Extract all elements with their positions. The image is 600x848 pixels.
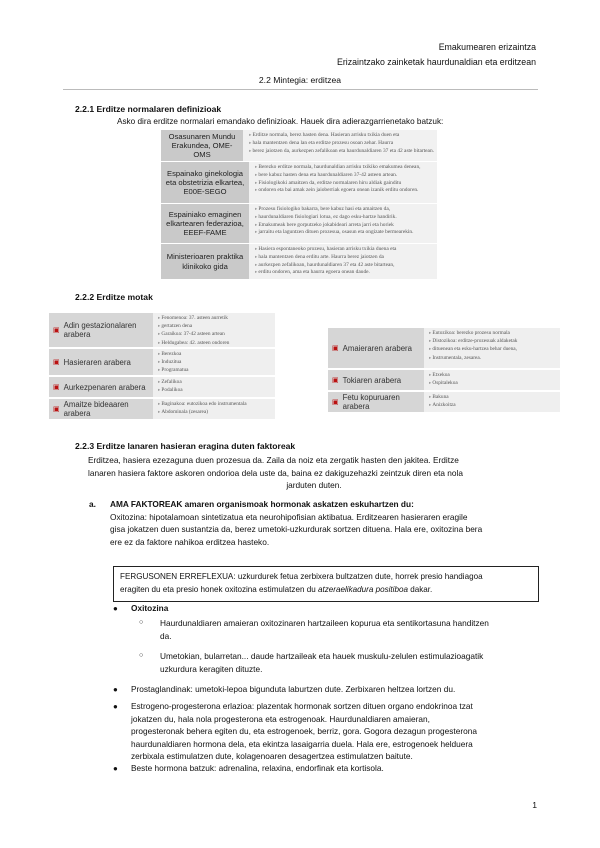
ferguson-reflex-box xyxy=(113,566,539,602)
type-item: ▸ Anizkoitza xyxy=(429,401,557,409)
type-label: Hasieraren arabera xyxy=(63,357,131,367)
type-label: Aurkezpenaren arabera xyxy=(63,382,146,392)
text-line xyxy=(120,584,532,597)
definition-row xyxy=(161,162,437,204)
type-row xyxy=(49,399,275,419)
page-number: 1 xyxy=(532,800,537,810)
text-line: Beste hormona batzuk: adrenalina, relaxina, endorfinak eta kortisola. xyxy=(131,763,384,773)
type-item: ▸ Etxekoa xyxy=(429,371,557,379)
mother-factors xyxy=(110,498,540,548)
folder-icon: ▣ xyxy=(332,345,339,352)
type-label: Amaieraren arabera xyxy=(342,343,412,353)
type-item: ▸ Garaikoa: 37-42 asteen artean xyxy=(158,330,272,338)
type-label: Fetu kopuruaren arabera xyxy=(342,393,400,411)
text-line: jokatzen du, hala nola progesterona eta estrogenoak. Haurdunaldiaren amaieran, xyxy=(131,713,430,724)
text-line: Oxitozina: hipotalamoan sintetizatua eta neurohipofisian aktibatua. Erditzearen hasieraren eragile xyxy=(110,511,468,522)
type-row xyxy=(328,370,560,390)
bullet-icon: ● xyxy=(113,702,118,711)
paragraph-intro xyxy=(88,454,540,492)
text-line: Estrogeno-progesterona erlazioa: plazentak hormonak sortzen dituen organo endokrinoa tzat xyxy=(131,701,473,711)
bullet-icon: ● xyxy=(113,685,118,694)
text-line: Prostaglandinak: umetoki-lepoa bigunduta laburtzen dute. Zerbixaren heltzea lortzen du. xyxy=(131,684,456,694)
folder-icon: ▣ xyxy=(53,384,60,391)
type-item: ▸ Eutozikoa: berezko prozesu normala xyxy=(429,329,557,337)
folder-icon: ▣ xyxy=(53,406,60,413)
bullet-icon: ● xyxy=(113,604,118,613)
type-item: ▸ Programatua xyxy=(158,366,272,374)
type-item: ▸ Baginakoa: eutozikoa edo instrumentala xyxy=(158,400,272,408)
type-item: ▸ Distozikoa: erditze-prozesuak aldaketak xyxy=(429,337,557,345)
type-item: ▸ Fenomenoa: 37. asteen aurretik xyxy=(158,314,272,322)
text-line: uzkurdura keragiten dituzte. xyxy=(160,663,263,674)
definition-line: ▸ hala mantentzen dena erditu arte. Haurra berez jaiotzen da xyxy=(255,254,434,262)
text-line: FERGUSONEN ERREFLEXUA: uzkurdurek fetua zerbixera bultzatzen dute, horrek presio handiagoa xyxy=(120,572,483,581)
definition-line: ▸ Fisiologikoki amaitzen da, erditze normalaren hiru aldiak gainditu xyxy=(255,180,434,188)
type-label: Amaitze bideaaren arabera xyxy=(63,400,129,418)
type-item: ▸ Podalikoa xyxy=(158,386,272,394)
sub-bullet-icon: ○ xyxy=(139,619,144,626)
sub-bullet xyxy=(160,650,540,675)
type-item: ▸ Ospitalekoa xyxy=(429,379,557,387)
text-line: haurdunaldiaren hormona dela, eta ekintza lasaigarria duela. Hala ere, estrogenoek helduera xyxy=(131,738,473,749)
folder-icon: ▣ xyxy=(332,399,339,406)
type-row xyxy=(49,313,275,347)
text-line: da. xyxy=(160,630,172,641)
definition-line: ▸ haurdunaldiaren fisiologiari lotua, ez dago esku-hartze handirik. xyxy=(255,214,434,222)
text-line: ere ez da faktore nahikoa erditzea hasteko. xyxy=(110,536,270,547)
type-item: ▸ gertatzen dena xyxy=(158,322,272,330)
bullet-icon: ● xyxy=(113,764,118,773)
section-title: 2.2 Mintegia: erditzea xyxy=(258,75,342,85)
type-row xyxy=(49,349,275,375)
text-span: eragiten du eta presio honek oxitozina estimulatzen du xyxy=(120,584,316,594)
bullet-estrogen-progesterone xyxy=(131,700,540,763)
definition-line: ▸ Emakumeak bere gorputzeko jokabideari arreta jarri eta horiek xyxy=(255,222,434,230)
text-line: jarduten duten. xyxy=(286,480,342,491)
mother-factors-title: AMA FAKTOREAK amaren organismoak hormonak askatzen eskuhartzen du: xyxy=(110,499,414,509)
definition-line: ▸ hala mantentzen dena lan eta erditze prozesu osoan zehar. Haurra xyxy=(249,140,434,148)
sub-bullet-icon: ○ xyxy=(139,652,144,659)
heading-factors: 2.2.3 Erditze lanaren hasieran eragina duten faktoreak xyxy=(75,441,296,451)
type-item: ▸ Abdominala (zesarea) xyxy=(158,408,272,416)
definition-org: Ministerioaren praktika klinikoko gida xyxy=(161,244,249,279)
definition-org: Espainako ginekologia eta obstetrizia elkartea, E00E-SEGO xyxy=(161,162,249,203)
list-marker-a: a. xyxy=(89,499,96,509)
type-item: ▸ Berezkoa xyxy=(158,350,272,358)
folder-icon: ▣ xyxy=(53,359,60,366)
type-item: ▸ Induzitua xyxy=(158,358,272,366)
heading-types: 2.2.2 Erditze motak xyxy=(75,292,153,302)
types-table-right xyxy=(328,328,560,414)
bullet-prostaglandins xyxy=(131,683,540,696)
definition-line: ▸ aurkezpen zefalikoan, haurdunaldiaren 37 eta 42 aste bitartean, xyxy=(255,262,434,270)
definition-row xyxy=(161,244,437,280)
bullet-oxytocin: Oxitozina xyxy=(131,603,169,613)
type-label: Tokiaren arabera xyxy=(342,375,402,385)
definition-line: ▸ bere kabuz hasten dena eta haurdunaldiaren 37-42 asteen artean. xyxy=(255,172,434,180)
definition-row xyxy=(161,130,437,162)
type-row xyxy=(328,328,560,368)
intro-text: Asko dira erditze normalari emandako definizioak. Hauek dira adierazgarrienetako batzuk: xyxy=(117,117,444,126)
type-item: ▸ Heldugabea: 42. asteen ondoren xyxy=(158,339,272,347)
text-line: Umetokian, bularretan... daude hartzaileak eta hauek muskulu-zelulen estimulazioagatik xyxy=(160,651,484,661)
text-span: dakar. xyxy=(410,584,433,594)
definition-row xyxy=(161,204,437,244)
text-line: lanaren hasiera faktore askoren ondorioa dela uste da, baina ez dakiguzehazki zeintzuk diren eta nola xyxy=(88,467,463,478)
definition-org: Espainiako emaginen elkartearen federazioa, EEEF-FAME xyxy=(161,204,249,243)
definition-line: ▸ Berezko erditze normala, haurdunaldian arrisku txikiko emakumea denean, xyxy=(255,164,434,172)
text-line: Erditzea, hasiera ezezaguna duen prozesua da. Zaila da noiz eta zergatik hasten den jakitea. Erditze xyxy=(88,455,459,465)
types-table-left xyxy=(49,313,275,421)
bullet-other-hormones xyxy=(131,762,540,775)
type-item: ▸ Instrumentala, zesarea. xyxy=(429,354,557,362)
definition-org: Osasunaren Mundu Erakundea, OME-OMS xyxy=(161,130,243,161)
definition-line: ▸ berez jaiotzen da, aurkezpen zefalikoan eta haurdunaldiaren 37 eta 42 aste bitartean. xyxy=(249,148,434,156)
definition-line: ▸ Prozesu fisiologiko bakarra, bere kabuz hasi eta amaitzen da, xyxy=(255,206,434,214)
type-item: ▸ Zefalikoa xyxy=(158,378,272,386)
text-italic: atzeraelikadura positiboa xyxy=(317,584,408,594)
type-label: Adin gestazionalaren arabera xyxy=(63,321,137,339)
text-line: gisa jokatzen duen sustantzia da, berez umetoki-uzkurdurak sortzen dituena. Hala ere, oxitozina bera xyxy=(110,524,483,535)
definitions-table xyxy=(161,130,437,280)
definition-line: ▸ Hasiera espontaneoko prozesu, hasieran arrisku txikia duena eta xyxy=(255,246,434,254)
type-item: ▸ Bakuna xyxy=(429,393,557,401)
type-row xyxy=(49,377,275,397)
type-item: ▸ dituenean eta esku-hartzea behar duena, xyxy=(429,345,557,353)
definition-line: ▸ jarraitu eta laguntzen dituen prozesua, osasun eta ongizate bermearekin. xyxy=(255,229,434,237)
text-line: zerbixala estimulatzen dute, kolagenoaren desagertzea estimulatzen baitute. xyxy=(131,751,413,762)
divider xyxy=(63,89,538,90)
header-subtitle: Erizaintzako zainketak haurdunaldian eta erditzean xyxy=(336,57,536,67)
folder-icon: ▣ xyxy=(332,377,339,384)
definition-line: ▸ Erditze normala, berez hasten dena. Hasieran arrisku txikia duen eta xyxy=(249,132,434,140)
header-course-title: Emakumearen erizaintza xyxy=(438,42,536,52)
type-row xyxy=(328,392,560,412)
heading-definitions: 2.2.1 Erditze normalaren definizioak xyxy=(75,104,222,114)
sub-bullet xyxy=(160,617,540,642)
definition-line: ▸ erditu ondoren, ama eta haurra egoera onean daude. xyxy=(255,269,434,277)
text-line: Haurdunaldiaren amaieran oxitozinaren hartzaileen kopurua eta sentikortasuna handitzen xyxy=(160,618,489,628)
definition-line: ▸ ondoren eta bai amak zein jaioberriak egoera onean izanik erditu ondoren. xyxy=(255,187,434,195)
folder-icon: ▣ xyxy=(53,327,60,334)
text-line: progesteronak behera egiten du, eta estrogenoek, berriz, gora. Gogora dezagun progesterona xyxy=(131,726,477,737)
